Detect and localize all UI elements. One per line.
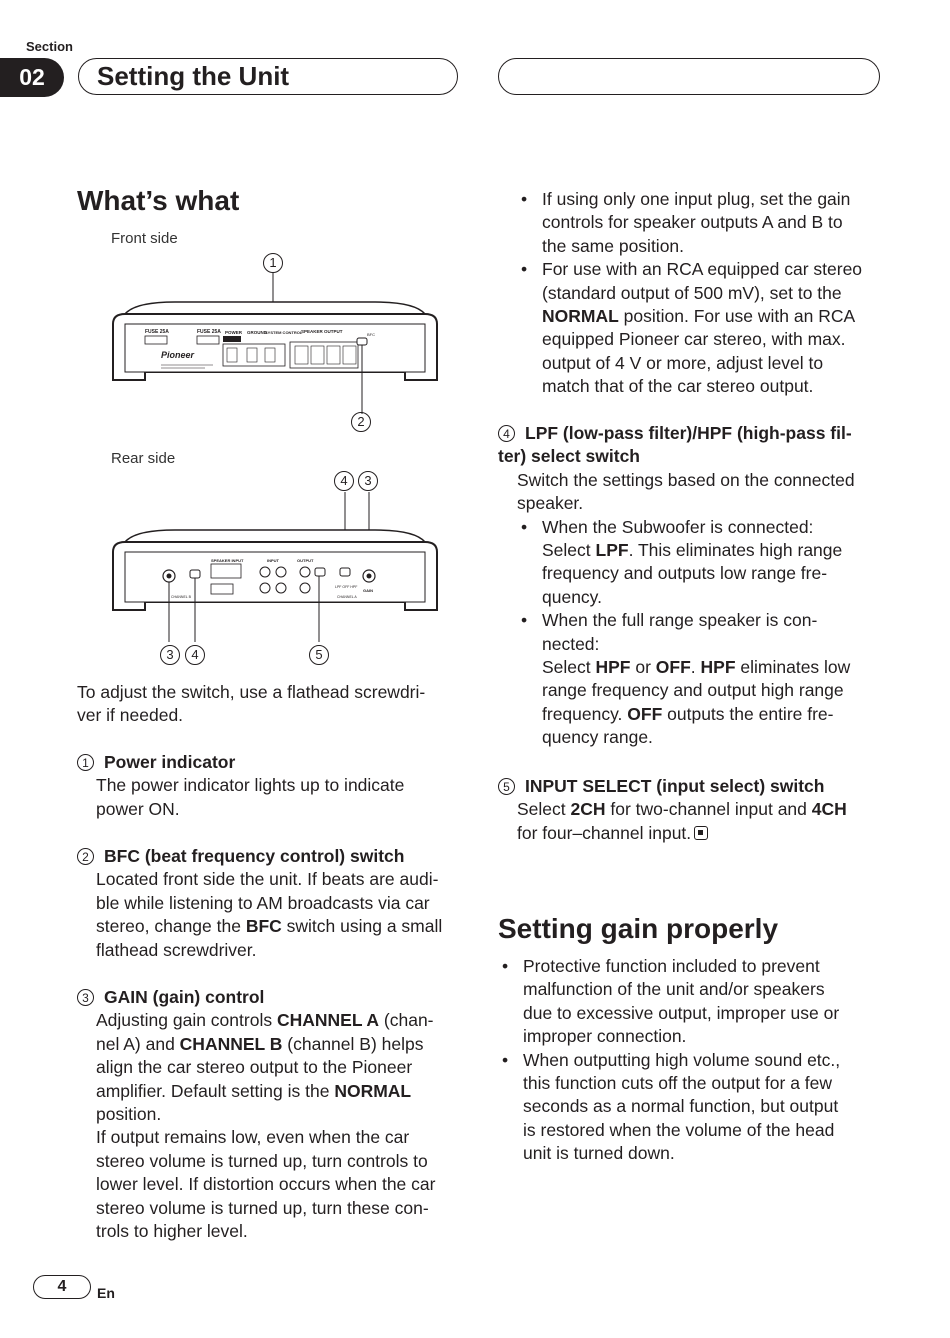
section-label: Section — [26, 39, 73, 54]
text-run: Select — [517, 799, 571, 820]
text-run: (chan- — [379, 1010, 434, 1031]
item-title-continued: ter) select switch — [498, 446, 640, 467]
bold-term: 2CH — [570, 799, 606, 820]
setting-gain-heading: Setting gain properly — [498, 913, 779, 944]
body-line: frequency and outputs low range fre- — [542, 563, 828, 584]
text-run: outputs the entire fre- — [662, 703, 834, 724]
text-run: Select — [542, 657, 596, 678]
body-line — [542, 305, 887, 328]
body-line — [96, 1080, 462, 1103]
text-run: eliminates low — [735, 657, 851, 678]
text-run: switch using a small — [281, 916, 443, 937]
bold-term: CHANNEL B — [179, 1033, 283, 1054]
body-line: (standard output of 500 mV), set to the — [542, 282, 842, 303]
rear-gain-label: GAIN — [363, 588, 373, 593]
item-input-select-switch — [498, 775, 888, 845]
text-run: Adjusting gain controls — [96, 1010, 277, 1031]
front-side-diagram — [105, 272, 445, 416]
front-fuse-b-label: FUSE 25A — [197, 329, 221, 335]
body-line: • Protective function included to prevent — [523, 956, 820, 976]
body-line — [542, 539, 888, 562]
list-item — [517, 516, 888, 610]
body-line: trols to higher level. — [96, 1221, 248, 1242]
body-line — [542, 656, 888, 679]
body-line: is restored when the volume of the head — [523, 1119, 835, 1140]
body-line: output of 4 V or more, adjust level to — [542, 352, 824, 373]
body-line: stereo volume is turned up, turn these con- — [96, 1197, 429, 1218]
callout-2: 2 — [351, 412, 371, 432]
item-title: Power indicator — [104, 752, 236, 772]
rear-side-label: Rear side — [111, 450, 176, 467]
item-number: 1 — [77, 754, 94, 771]
front-system-control-label: SYSTEM CONTROL — [265, 330, 303, 335]
text-run: frequency. — [542, 703, 628, 724]
list-item — [517, 609, 888, 749]
bold-term: NORMAL — [542, 306, 619, 327]
body-line: The power indicator lights up to indicate — [96, 775, 405, 796]
front-fuse-a-label: FUSE 25A — [145, 329, 169, 335]
body-line: If output remains low, even when the car — [96, 1127, 410, 1148]
list-item — [498, 955, 888, 1049]
body-line: quency range. — [542, 727, 653, 748]
callout-1: 1 — [263, 253, 283, 273]
body-line: lower level. If distortion occurs when the car — [96, 1174, 436, 1195]
section-number: 02 — [0, 58, 64, 97]
text-run: or — [630, 657, 656, 678]
list-item — [517, 188, 887, 258]
header-empty-box — [498, 58, 880, 95]
bold-term: OFF — [655, 657, 691, 678]
body-line — [542, 703, 888, 726]
body-line: power ON. — [96, 798, 180, 819]
text-run: amplifier. Default setting is the — [96, 1080, 335, 1101]
body-line: the same position. — [542, 235, 685, 256]
body-line: improper connection. — [523, 1026, 687, 1047]
body-line: • When the full range speaker is con- — [542, 610, 818, 631]
body-line: • When outputting high volume sound etc., — [523, 1049, 841, 1070]
item-number: 3 — [77, 989, 94, 1006]
intro-line: To adjust the switch, use a flathead screwdri- — [77, 682, 426, 702]
body-line: this function cuts off the output for a few — [523, 1073, 833, 1094]
body-line: speaker. — [517, 493, 584, 514]
intro-paragraph — [77, 681, 457, 728]
body-line: • When the Subwoofer is connected: — [542, 516, 814, 537]
body-line: Switch the settings based on the connected — [517, 469, 855, 490]
text-run: Select — [542, 540, 596, 561]
body-line — [517, 822, 888, 845]
body-line: • If using only one input plug, set the gain — [542, 189, 851, 209]
callout-4-bottom: 4 — [185, 645, 205, 665]
gain-protection-list — [498, 955, 888, 1166]
body-line — [96, 1033, 462, 1056]
body-line: equipped Pioneer car stereo, with max. — [542, 329, 846, 350]
item-title: LPF (low-pass filter)/HPF (high-pass fil- — [525, 423, 852, 443]
front-ground-label: GROUND — [247, 330, 267, 335]
body-line — [96, 915, 462, 938]
item-number: 5 — [498, 778, 515, 795]
bold-term: NORMAL — [334, 1080, 412, 1101]
body-line: • For use with an RCA equipped car stereo — [542, 259, 863, 280]
callout-4-top: 4 — [334, 471, 354, 491]
text-run: for four–channel input. — [517, 822, 692, 843]
item-power-indicator — [77, 751, 462, 821]
body-line: nected: — [542, 633, 600, 654]
body-line: match that of the car stereo output. — [542, 376, 814, 397]
front-power-label: POWER — [225, 330, 243, 335]
pioneer-logo: Pioneer — [161, 350, 195, 360]
text-run: (channel B) helps — [282, 1033, 424, 1054]
body-line: controls for speaker outputs A and B to — [542, 212, 843, 233]
item-title: BFC (beat frequency control) switch — [104, 846, 405, 866]
page-number: 4 — [33, 1275, 91, 1299]
text-run: nel A) and — [96, 1033, 180, 1054]
rear-output-label: OUTPUT — [297, 558, 314, 563]
end-mark-icon — [694, 826, 708, 840]
item-gain-control — [77, 986, 462, 1243]
body-line: Located front side the unit. If beats are audi- — [96, 869, 439, 890]
body-line: quency. — [542, 586, 602, 607]
body-line: position. — [96, 1104, 162, 1125]
callout-3-top: 3 — [358, 471, 378, 491]
bold-term: HPF — [700, 657, 736, 678]
language-label: En — [97, 1285, 115, 1301]
body-line — [96, 1009, 462, 1032]
callout-3-bottom: 3 — [160, 645, 180, 665]
rear-input-label: INPUT — [267, 558, 279, 563]
rear-speaker-input-label: SPEAKER INPUT — [211, 558, 244, 563]
bold-term: LPF — [595, 540, 629, 561]
rear-lpf-hpf-label: LPF OFF HPF — [335, 585, 358, 589]
whats-what-heading: What’s what — [77, 185, 240, 216]
gain-notes-list — [517, 188, 887, 399]
body-line: malfunction of the unit and/or speakers — [523, 979, 825, 1000]
bold-term: BFC — [245, 916, 282, 937]
body-line — [517, 798, 888, 821]
front-speaker-output-label: SPEAKER OUTPUT — [301, 329, 343, 334]
body-line: flathead screwdriver. — [96, 939, 257, 960]
rear-channel-b-label: CHANNEL B — [171, 595, 191, 599]
text-run: . This eliminates high range — [628, 540, 843, 561]
text-run: for two-channel input and — [605, 799, 812, 820]
front-side-label: Front side — [111, 230, 178, 247]
body-line: align the car stereo output to the Pioneer — [96, 1057, 413, 1078]
rear-side-diagram — [105, 492, 445, 644]
body-line: unit is turned down. — [523, 1143, 675, 1164]
list-item — [498, 1049, 888, 1166]
text-run: position. For use with an RCA — [618, 306, 856, 327]
front-bfc-label: BFC — [367, 332, 375, 337]
body-line: due to excessive output, improper use or — [523, 1002, 840, 1023]
item-title: GAIN (gain) control — [104, 987, 265, 1007]
intro-line: ver if needed. — [77, 705, 184, 726]
text-run: stereo, change the — [96, 916, 246, 937]
bold-term: HPF — [595, 657, 631, 678]
item-lpf-hpf-switch — [498, 422, 888, 750]
item-number: 4 — [498, 425, 515, 442]
item-number: 2 — [77, 848, 94, 865]
item-bfc-switch — [77, 845, 462, 962]
bold-term: OFF — [627, 703, 663, 724]
body-line: range frequency and output high range — [542, 680, 844, 701]
callout-5: 5 — [309, 645, 329, 665]
bold-term: CHANNEL A — [276, 1010, 380, 1031]
item-title: INPUT SELECT (input select) switch — [525, 776, 825, 796]
body-line: ble while listening to AM broadcasts via car — [96, 892, 430, 913]
list-item — [517, 258, 887, 398]
bold-term: 4CH — [811, 799, 847, 820]
page-title-text: Setting the Unit — [97, 61, 290, 91]
body-line: seconds as a normal function, but output — [523, 1096, 839, 1117]
page-title — [78, 58, 458, 95]
body-line: stereo volume is turned up, turn controls to — [96, 1150, 428, 1171]
rear-channel-a-label: CHANNEL A — [337, 595, 357, 599]
text-run: . — [690, 657, 701, 678]
